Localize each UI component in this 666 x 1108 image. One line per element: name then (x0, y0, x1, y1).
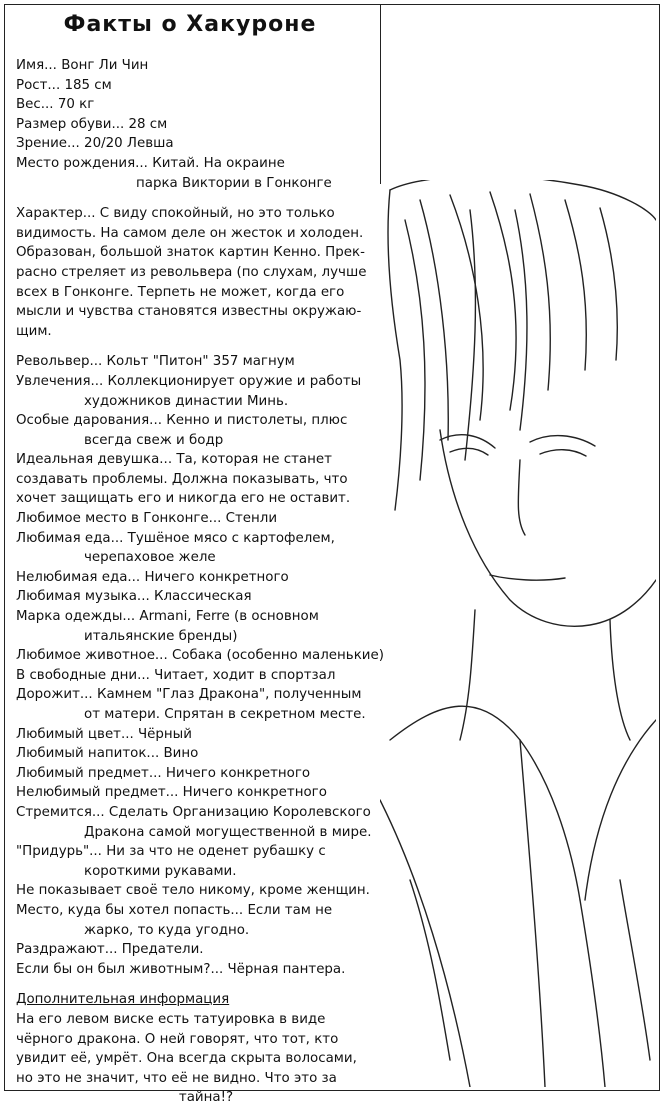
info-line: Зрение... 20/20 Левша (16, 136, 174, 152)
fact-line: Любимое животное... Собака (особенно маленькие) (16, 648, 384, 664)
character-line: Характер... С виду спокойный, но это только (16, 206, 335, 222)
page-title: Факты о Хакуроне (63, 12, 317, 37)
fact-line: Дорожит... Камнем "Глаз Дракона", полученным (16, 687, 362, 703)
info-line: Место рождения... Китай. На окраине (16, 155, 285, 171)
character-line: расно стреляет из револьвера (по слухам, лучше (16, 264, 367, 280)
fact-line: хочет защищать его и никогда его не оставит. (16, 491, 351, 507)
fact-line: Место, куда бы хотел попасть... Если там не (16, 902, 333, 918)
fact-line: Любимый предмет... Ничего конкретного (16, 765, 311, 781)
extra-info-heading: Дополнительная информация (16, 992, 230, 1008)
facts-column (16, 56, 396, 1108)
fact-line: "Придурь"... Ни за что не оденет рубашку с (16, 844, 326, 860)
fact-line: Увлечения... Коллекционирует оружие и работы (16, 373, 362, 389)
extra-info-line: тайна!? (178, 1090, 234, 1106)
fact-line: создавать проблемы. Должна показывать, что (16, 471, 348, 487)
fact-line: Если бы он был животным?... Чёрная пантера. (16, 961, 346, 977)
fact-line: художников династии Минь. (84, 393, 289, 409)
fact-line: Нелюбимый предмет... Ничего конкретного (16, 785, 327, 801)
info-line: Вес... 70 кг (16, 97, 95, 113)
character-portrait-illustration (380, 180, 656, 1087)
info-line: Рост... 185 см (16, 77, 112, 93)
fact-line: Не показывает своё тело никому, кроме женщин. (16, 883, 370, 899)
info-line: Размер обуви... 28 см (16, 116, 168, 132)
fact-line: от матери. Спрятан в секретном месте. (84, 707, 366, 722)
fact-line: Любимая еда... Тушёное мясо с картофелем, (16, 530, 335, 546)
info-line: Имя... Вонг Ли Чин (16, 58, 149, 73)
extra-info-line: увидит её, умрёт. Она всегда скрыта волосами, (16, 1051, 357, 1067)
character-line: Образован, большой знаток картин Кенно. Прек- (16, 245, 365, 261)
character-line: щим. (16, 323, 52, 339)
character-line: мысли и чувства становятся известны окружаю- (16, 304, 362, 320)
extra-info-line: На его левом виске есть татуировка в виде (16, 1011, 326, 1027)
fact-line: всегда свеж и бодр (84, 432, 224, 448)
fact-line: Особые дарования... Кенно и пистолеты, плюс (16, 413, 348, 429)
extra-info-line: чёрного дракона. О ней говорят, что тот, кто (16, 1031, 339, 1047)
fact-line: итальянские бренды) (84, 628, 238, 644)
character-paragraph (16, 204, 396, 341)
fact-line: Любимый цвет... Чёрный (16, 726, 192, 742)
info-line: парка Виктории в Гонконге (136, 175, 332, 191)
character-line: всех в Гонконге. Терпеть не может, когда его (16, 284, 345, 300)
fact-line: Раздражают... Предатели. (16, 942, 204, 958)
fact-line: Любимое место в Гонконге... Стенли (16, 511, 278, 527)
fact-line: Любимая музыка... Классическая (16, 589, 252, 605)
fact-line: черепаховое желе (84, 550, 216, 566)
fact-line: Револьвер... Кольт "Питон" 357 магнум (16, 354, 295, 370)
fact-line: Стремится... Сделать Организацию Королевского (16, 804, 371, 820)
fact-line: Идеальная девушка... Та, которая не станет (16, 452, 332, 468)
fact-line: Марка одежды... Armani, Ferre (в основном (16, 609, 319, 625)
extra-info (16, 990, 396, 1108)
facts-list (16, 352, 396, 979)
character-line: видимость. На самом деле он жесток и холоден. (16, 225, 364, 241)
fact-line: жарко, то куда угодно. (84, 922, 250, 938)
fact-line: Любимый напиток... Вино (16, 746, 199, 762)
extra-info-line: но это не значит, что её не видно. Что это за (16, 1070, 337, 1086)
fact-line: В свободные дни... Читает, ходит в спортзал (16, 667, 336, 683)
basic-info (16, 56, 396, 193)
fact-line: Нелюбимая еда... Ничего конкретного (16, 569, 289, 585)
fact-line: Дракона самой могущественной в мире. (84, 824, 372, 840)
fact-line: короткими рукавами. (84, 863, 237, 879)
